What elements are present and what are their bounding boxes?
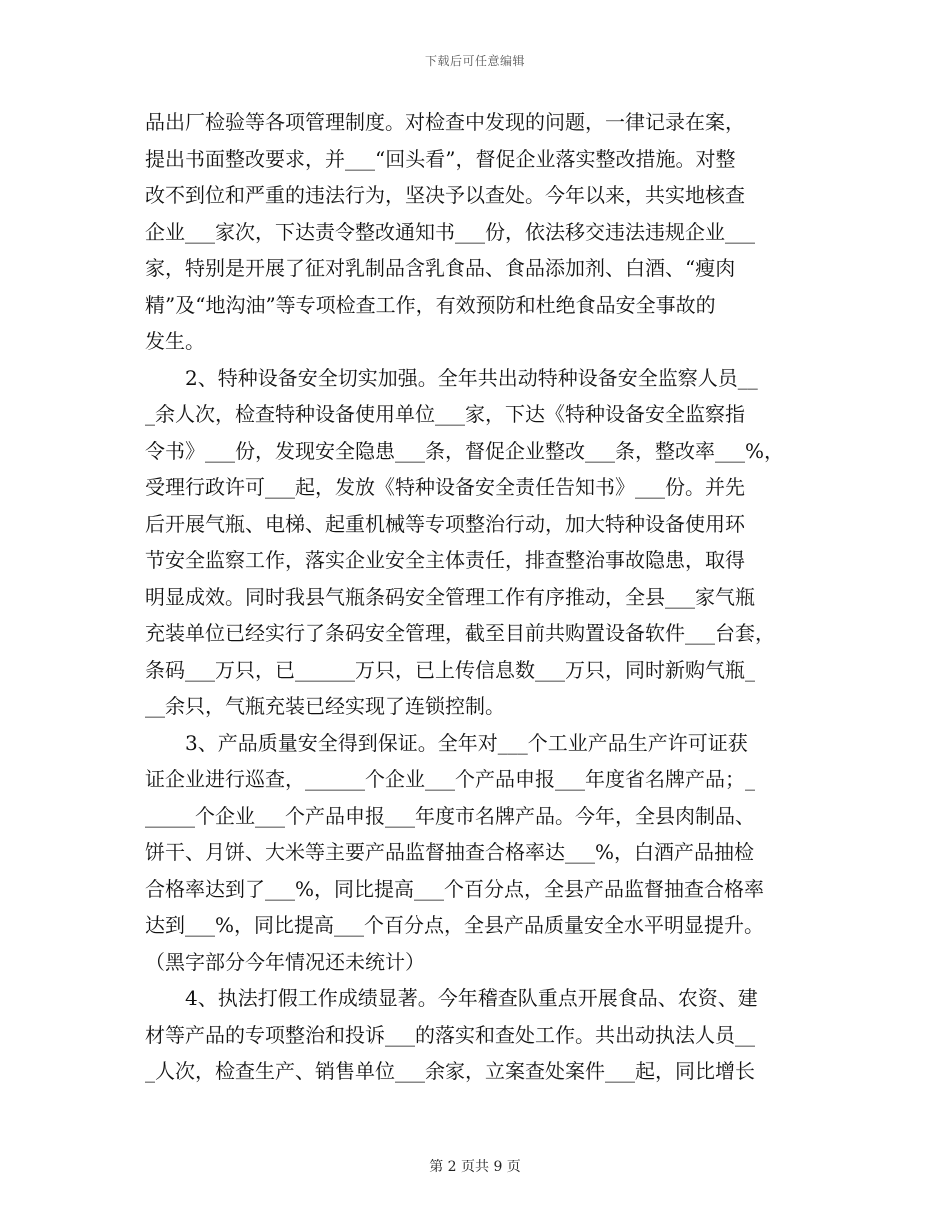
text-line: 精”及“地沟油”等专项检查工作，有效预防和杜绝食品安全事故的: [145, 292, 716, 317]
text-line: 家，特别是开展了征对乳制品含乳食品、食品添加剂、白酒、“瘦肉: [145, 256, 736, 280]
text-line: 提出书面整改要求，并___“回头看”，督促企业落实整改措施。对整: [145, 146, 736, 171]
document-body: [145, 104, 805, 1090]
text-line: 企业___家次，下达责令整改通知书___份，依法移交违法违规企业___: [145, 219, 755, 244]
text-line: 发生。: [145, 329, 205, 353]
text-line: 品出厂检验等各项管理制度。对检查中发现的问题，一律记录在案，: [145, 110, 745, 134]
text-line: 合格率达到了___%，同比提高___个百分点，全县产品监督抽查合格率: [145, 876, 765, 901]
text-line: _____个企业___个产品申报___年度市名牌产品。今年，全县肉制品、: [145, 803, 755, 828]
text-line: 改不到位和严重的违法行为，坚决予以查处。今年以来，共实地核查: [145, 183, 745, 207]
page-footer: 第 2 页共 9 页: [429, 1159, 521, 1175]
text-line: 令书》___份，发现安全隐患___条，督促企业整改___条，整改率___%，: [145, 438, 785, 463]
text-line: 3、产品质量安全得到保证。全年对___个工业产品生产许可证获: [145, 730, 748, 755]
text-line: 2、特种设备安全切实加强。全年共出动特种设备安全监察人员__: [145, 365, 758, 390]
text-line: _人次，检查生产、销售单位___余家，立案查处案件___起，同比增长: [145, 1059, 755, 1083]
text-line: 节安全监察工作，落实企业安全主体责任，排查整治事故隐患，取得: [145, 548, 745, 572]
text-line: 明显成效。同时我县气瓶条码安全管理工作有序推动，全县___家气瓶: [145, 584, 755, 609]
text-line: 4、执法打假工作成绩显著。今年稽查队重点开展食品、农资、建: [145, 986, 758, 1010]
text-line: 材等产品的专项整治和投诉___的落实和查处工作。共出动执法人员__: [145, 1022, 755, 1047]
text-line: 受理行政许可___起，发放《特种设备安全责任告知书》___份。并先: [145, 475, 745, 499]
text-line: 充装单位已经实行了条码安全管理，截至目前共购置设备软件___台套，: [145, 621, 775, 645]
page-header: 下载后可任意编辑: [424, 54, 525, 68]
text-line: 达到___%，同比提高___个百分点，全县产品质量安全水平明显提升。: [145, 913, 765, 937]
text-line: __余只，气瓶充装已经实现了连锁控制。: [145, 694, 505, 718]
text-line: 证企业进行巡查，______个企业___个产品申报___年度省名牌产品；_: [145, 767, 755, 791]
text-line: 后开展气瓶、电梯、起重机械等专项整治行动，加大特种设备使用环: [145, 511, 745, 536]
text-line: 条码___万只，已______万只，已上传信息数___万只，同时新购气瓶_: [145, 657, 755, 682]
text-line: （黑字部分今年情况还未统计）: [145, 949, 425, 974]
text-line: _余人次，检查特种设备使用单位___家，下达《特种设备安全监察指: [145, 402, 745, 426]
text-line: 饼干、月饼、大米等主要产品监督抽查合格率达___%，白酒产品抽检: [145, 840, 755, 864]
